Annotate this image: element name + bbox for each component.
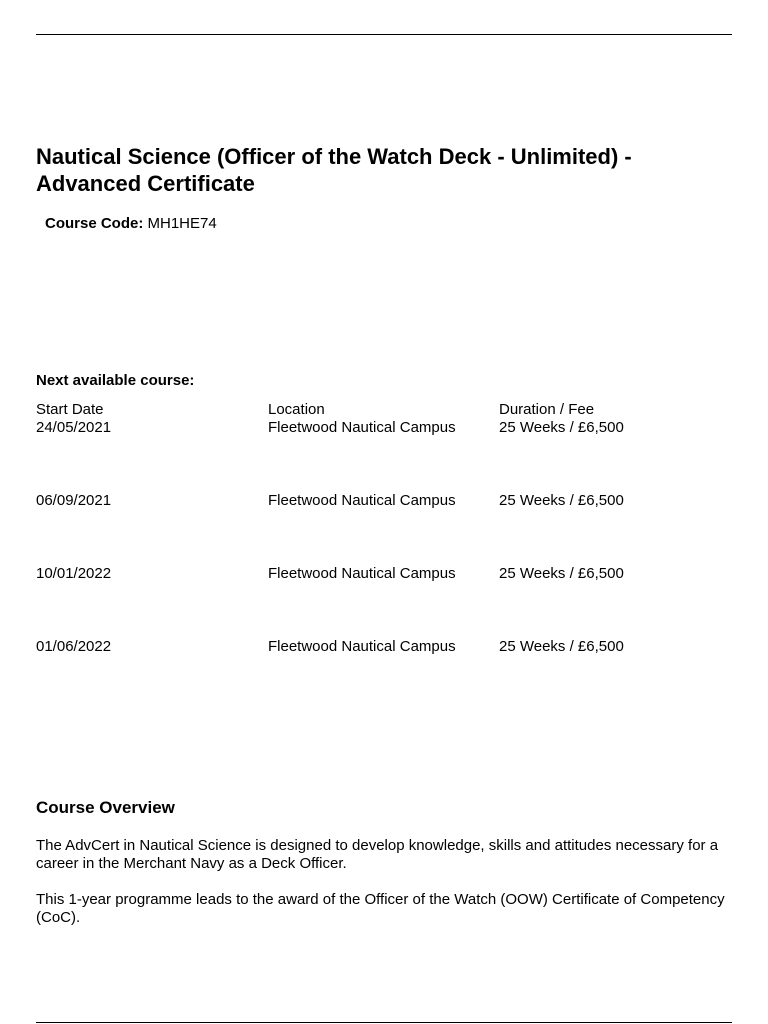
course-code-label: Course Code: — [45, 215, 144, 232]
bottom-divider — [36, 1022, 732, 1023]
column-header-duration-fee: Duration / Fee — [499, 401, 595, 418]
course-overview-heading: Course Overview — [36, 798, 175, 817]
location-cell: Fleetwood Nautical Campus — [268, 638, 456, 655]
location-cell: Fleetwood Nautical Campus — [268, 492, 456, 509]
start-date-cell: 10/01/2022 — [36, 565, 112, 582]
location-cell: Fleetwood Nautical Campus — [268, 419, 456, 436]
top-divider — [36, 34, 732, 35]
location-cell: Fleetwood Nautical Campus — [268, 565, 456, 582]
duration-fee-cell: 25 Weeks / £6,500 — [499, 638, 624, 655]
page-title: Nautical Science (Officer of the Watch Deck - Unlimited) - Advanced Certificate — [36, 144, 632, 196]
column-header-location: Location — [268, 401, 325, 418]
course-code — [45, 215, 217, 233]
duration-fee-cell: 25 Weeks / £6,500 — [499, 492, 624, 509]
start-date-cell: 24/05/2021 — [36, 419, 112, 436]
start-date-cell: 06/09/2021 — [36, 492, 112, 509]
duration-fee-cell: 25 Weeks / £6,500 — [499, 419, 624, 436]
overview-paragraph: The AdvCert in Nautical Science is designed to develop knowledge, skills and attitudes necessary for a career in the Merchant Navy as a Deck Officer. — [36, 837, 719, 872]
overview-paragraph: This 1-year programme leads to the award of the Officer of the Watch (OOW) Certificate of Competency (CoC). — [36, 891, 725, 926]
start-date-cell: 01/06/2022 — [36, 638, 112, 655]
column-header-start-date: Start Date — [36, 401, 104, 418]
next-available-heading: Next available course: — [36, 372, 195, 389]
course-code-value: MH1HE74 — [147, 215, 217, 232]
duration-fee-cell: 25 Weeks / £6,500 — [499, 565, 624, 582]
